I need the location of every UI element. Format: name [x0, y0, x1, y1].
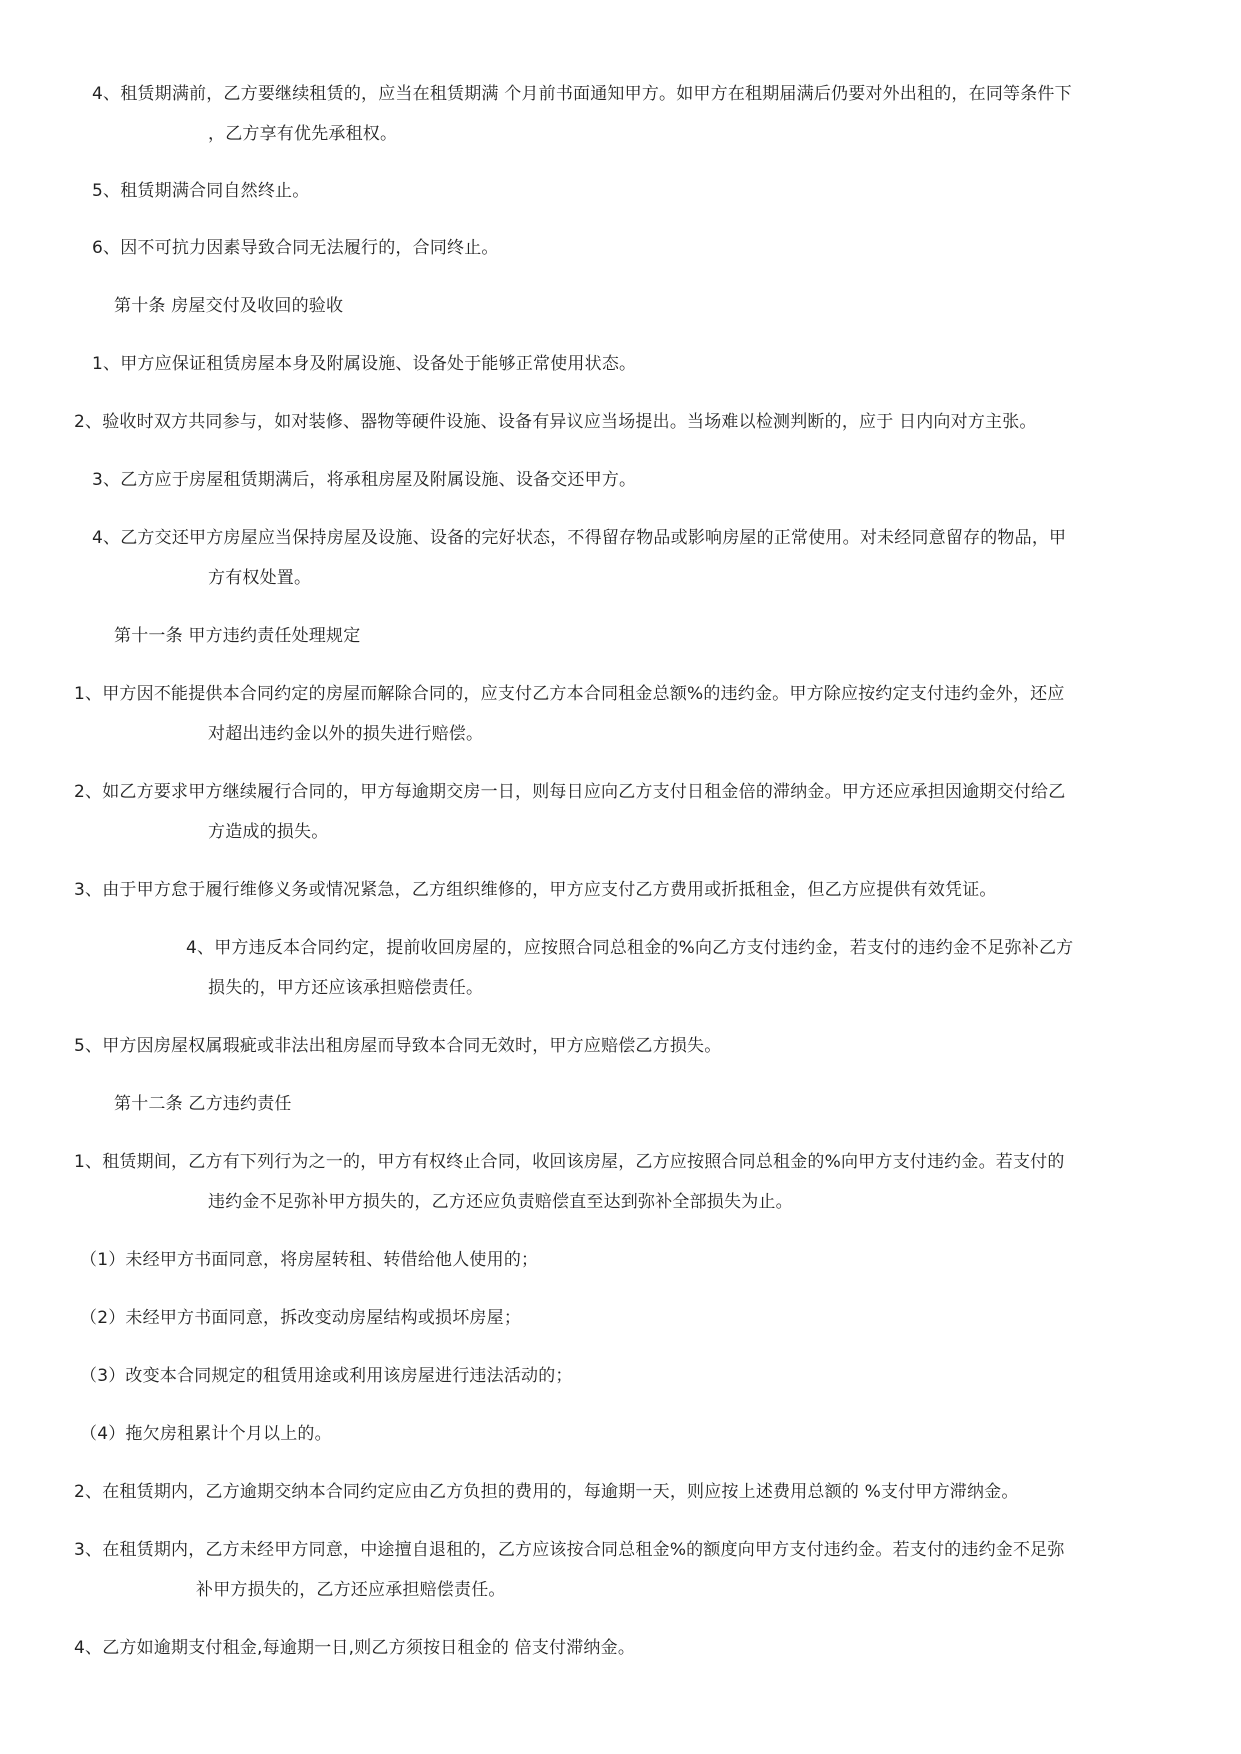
- clause-12-1-item-4: （4）拖欠房租累计个月以上的。: [80, 1424, 332, 1444]
- clause-10-4-line2: 方有权处置。: [208, 568, 312, 588]
- clause-12-1-line2: 违约金不足弥补甲方损失的，乙方还应负责赔偿直至达到弥补全部损失为止。: [208, 1192, 793, 1212]
- clause-12-3-line1: 3、在租赁期内，乙方未经甲方同意，中途擅自退租的，乙方应该按合同总租金%的额度向甲方支付违约金。若支付的违约金不足弥: [74, 1540, 1065, 1560]
- clause-10-4-line1: 4、乙方交还甲方房屋应当保持房屋及设施、设备的完好状态，不得留存物品或影响房屋的正常使用。对未经同意留存的物品，甲: [92, 528, 1067, 548]
- clause-11-5: 5、甲方因房屋权属瑕疵或非法出租房屋而导致本合同无效时，甲方应赔偿乙方损失。: [74, 1036, 722, 1056]
- clause-11-3: 3、由于甲方怠于履行维修义务或情况紧急，乙方组织维修的，甲方应支付乙方费用或折抵租金，但乙方应提供有效凭证。: [74, 880, 997, 900]
- clause-9-6: 6、因不可抗力因素导致合同无法履行的，合同终止。: [92, 238, 499, 258]
- clause-10-3: 3、乙方应于房屋租赁期满后，将承租房屋及附属设施、设备交还甲方。: [92, 470, 637, 490]
- clause-12-3-line2: 补甲方损失的，乙方还应承担赔偿责任。: [196, 1580, 506, 1600]
- clause-12-2: 2、在租赁期内，乙方逾期交纳本合同约定应由乙方负担的费用的，每逾期一天，则应按上述费用总额的 %支付甲方滞纳金。: [74, 1482, 1019, 1502]
- clause-9-4-line1: 4、租赁期满前，乙方要继续租赁的，应当在租赁期满 个月前书面通知甲方。如甲方在租期届满后仍要对外出租的，在同等条件下: [92, 84, 1072, 104]
- clause-12-4: 4、乙方如逾期支付租金,每逾期一日,则乙方须按日租金的 倍支付滞纳金。: [74, 1638, 636, 1658]
- clause-10-1: 1、甲方应保证租赁房屋本身及附属设施、设备处于能够正常使用状态。: [92, 354, 637, 374]
- article-12-heading: 第十二条 乙方违约责任: [114, 1094, 292, 1114]
- clause-10-2: 2、验收时双方共同参与，如对装修、器物等硬件设施、设备有异议应当场提出。当场难以检测判断的，应于 日内向对方主张。: [74, 412, 1037, 432]
- clause-12-1-line1: 1、租赁期间，乙方有下列行为之一的，甲方有权终止合同，收回该房屋，乙方应按照合同总租金的%向甲方支付违约金。若支付的: [74, 1152, 1065, 1172]
- clause-11-2-line1: 2、如乙方要求甲方继续履行合同的，甲方每逾期交房一日，则每日应向乙方支付日租金倍的滞纳金。甲方还应承担因逾期交付给乙: [74, 782, 1066, 802]
- clause-11-1-line2: 对超出违约金以外的损失进行赔偿。: [208, 724, 484, 744]
- clause-12-1-item-3: （3）改变本合同规定的租赁用途或利用该房屋进行违法活动的；: [80, 1366, 573, 1386]
- clause-12-1-item-1: （1）未经甲方书面同意，将房屋转租、转借给他人使用的；: [80, 1250, 539, 1270]
- clause-11-1-line1: 1、甲方因不能提供本合同约定的房屋而解除合同的，应支付乙方本合同租金总额%的违约金。甲方除应按约定支付违约金外，还应: [74, 684, 1065, 704]
- clause-11-4-line1: 4、甲方违反本合同约定，提前收回房屋的，应按照合同总租金的%向乙方支付违约金，若支付的违约金不足弥补乙方: [186, 938, 1074, 958]
- clause-9-4-line2: ，乙方享有优先承租权。: [208, 124, 398, 144]
- clause-12-1-item-2: （2）未经甲方书面同意，拆改变动房屋结构或损坏房屋；: [80, 1308, 522, 1328]
- article-11-heading: 第十一条 甲方违约责任处理规定: [114, 626, 361, 646]
- clause-11-4-line2: 损失的，甲方还应该承担赔偿责任。: [208, 978, 484, 998]
- article-10-heading: 第十条 房屋交付及收回的验收: [114, 296, 344, 316]
- clause-11-2-line2: 方造成的损失。: [208, 822, 329, 842]
- clause-9-5: 5、租赁期满合同自然终止。: [92, 181, 310, 201]
